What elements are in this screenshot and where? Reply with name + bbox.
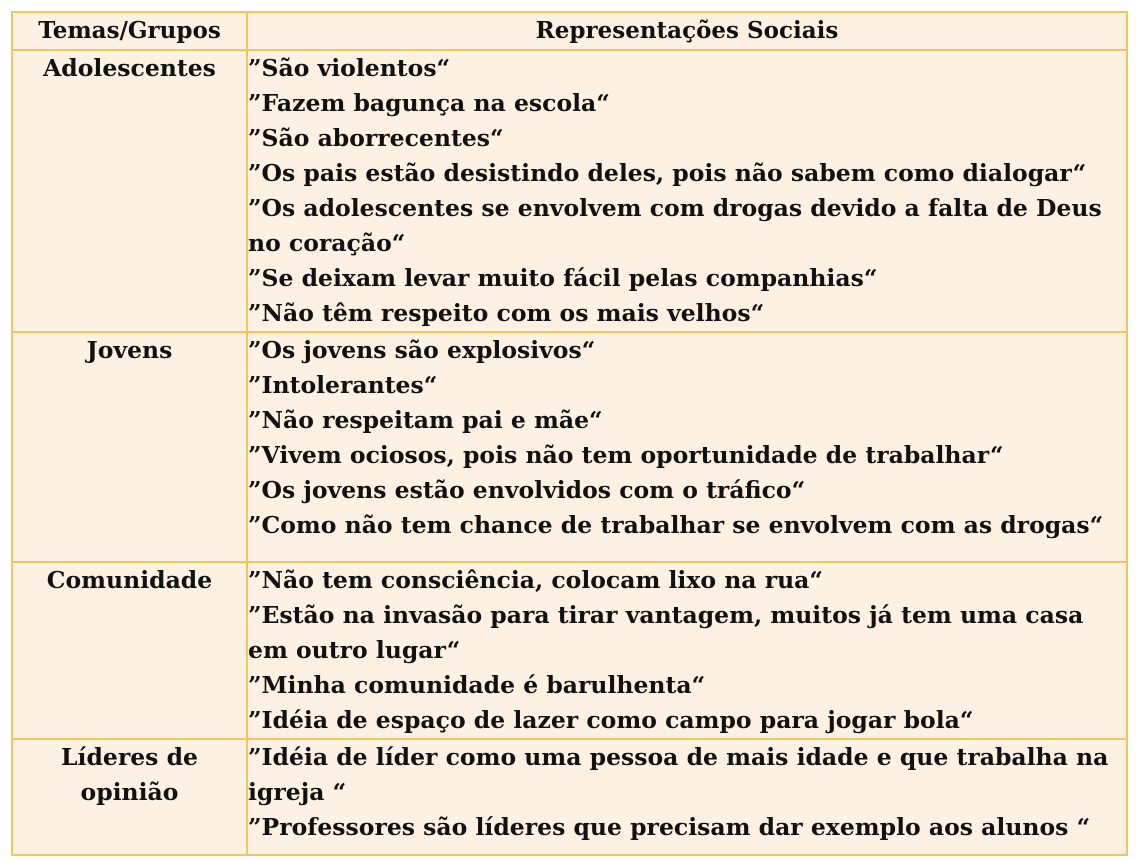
theme-cell-comunidade: Comunidade xyxy=(12,562,247,739)
header-social-representations: Representações Sociais xyxy=(247,12,1127,50)
representation-item: ”Estão na invasão para tirar vantagem, muitos já tem uma casa em outro lugar“ xyxy=(248,601,1084,664)
representation-item: ”Os adolescentes se envolvem com drogas devido a falta de Deus no coração“ xyxy=(248,194,1102,257)
representation-item: ”Vivem ociosos, pois não tem oportunidade de trabalhar“ xyxy=(248,441,1004,469)
representation-item: ”Professores são líderes que precisam dar exemplo aos alunos “ xyxy=(248,813,1091,841)
representation-item: ”São aborrecentes“ xyxy=(248,124,504,152)
social-representations-table xyxy=(11,11,1128,856)
representation-item: ”Os jovens são explosivos“ xyxy=(248,336,596,364)
representation-item: ”Não têm respeito com os mais velhos“ xyxy=(248,299,765,327)
representation-item: ”São violentos“ xyxy=(248,54,451,82)
representation-item: ”Como não tem chance de trabalhar se envolvem com as drogas“ xyxy=(248,511,1104,539)
representations-cell-lideres-de-opiniao xyxy=(247,739,1127,855)
representations-cell-adolescentes xyxy=(247,50,1127,332)
table-row-lideres-de-opiniao xyxy=(12,739,1127,855)
representation-item: ”Idéia de líder como uma pessoa de mais idade e que trabalha na igreja “ xyxy=(248,743,1109,806)
representation-item: ”Minha comunidade é barulhenta“ xyxy=(248,671,706,699)
representation-item: ”Fazem bagunça na escola“ xyxy=(248,89,610,117)
representation-item: ”Os jovens estão envolvidos com o tráfico“ xyxy=(248,476,806,504)
representation-item: ”Não tem consciência, colocam lixo na rua“ xyxy=(248,566,823,594)
table-row-comunidade xyxy=(12,562,1127,739)
representations-cell-jovens xyxy=(247,332,1127,562)
header-themes-groups: Temas/Grupos xyxy=(12,12,247,50)
theme-cell-jovens: Jovens xyxy=(12,332,247,562)
theme-cell-adolescentes: Adolescentes xyxy=(12,50,247,332)
table-row-jovens xyxy=(12,332,1127,562)
representation-item: ”Os pais estão desistindo deles, pois não sabem como dialogar“ xyxy=(248,159,1087,187)
representations-cell-comunidade xyxy=(247,562,1127,739)
table-header-row xyxy=(12,12,1127,50)
representation-item: ”Idéia de espaço de lazer como campo para jogar bola“ xyxy=(248,706,974,734)
representation-item: ”Não respeitam pai e mãe“ xyxy=(248,406,603,434)
theme-cell-lideres-de-opiniao: Líderes de opinião xyxy=(12,739,247,855)
representation-item: ”Se deixam levar muito fácil pelas companhias“ xyxy=(248,264,878,292)
representation-item: ”Intolerantes“ xyxy=(248,371,438,399)
table-row-adolescentes xyxy=(12,50,1127,332)
